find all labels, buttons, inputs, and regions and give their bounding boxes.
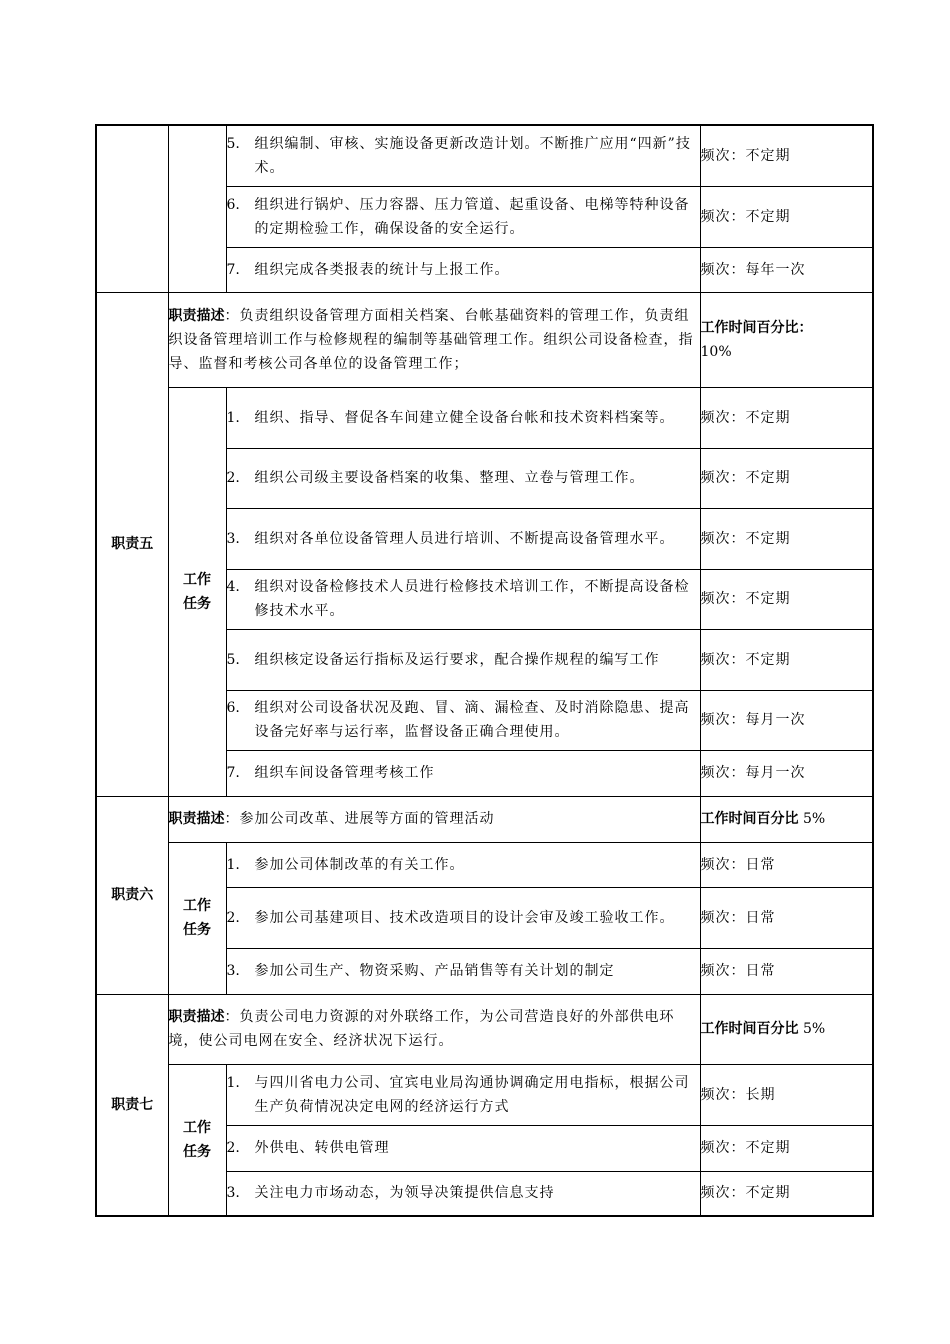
frequency-text: 频次：日常 (700, 856, 776, 873)
frequency-cell (700, 387, 873, 448)
percentage-value: 10% (700, 343, 732, 360)
description-label: 职责描述 (168, 307, 225, 324)
task-number: 1. (226, 856, 240, 873)
task-cell (226, 629, 700, 690)
description-text: ：负责公司电力资源的对外联络工作，为公司营造良好的外部供电环境，使公司电网在安全、经济状况下运行。 (168, 1009, 675, 1049)
frequency-text: 频次：不定期 (700, 147, 791, 164)
table-row (96, 1064, 873, 1125)
frequency-text: 频次：不定期 (700, 409, 791, 426)
duty-title: 职责五 (96, 292, 168, 796)
task-text: 组织公司级主要设备档案的收集、整理、立卷与管理工作。 (254, 470, 645, 486)
task-number: 1. (226, 409, 240, 426)
work-tasks-label (168, 387, 226, 796)
task-text: 组织对公司设备状况及跑、冒、滴、漏检查、及时消除隐患、提高设备完好率与运行率，监督设备正确合理使用。 (254, 700, 690, 740)
task-cell (226, 1064, 700, 1125)
frequency-text: 频次：长期 (700, 1086, 776, 1103)
job-duties-table (95, 124, 874, 1217)
time-percentage (700, 796, 873, 842)
task-number: 6. (226, 196, 240, 213)
description-label: 职责描述 (168, 811, 225, 827)
frequency-cell (700, 690, 873, 750)
task-cell (226, 186, 700, 247)
task-number: 5. (226, 651, 240, 668)
duty-description (168, 292, 700, 387)
task-cell (226, 1171, 700, 1216)
task-number: 4. (226, 579, 240, 595)
task-text: 组织、指导、督促各车间建立健全设备台帐和技术资料档案等。 (254, 409, 675, 426)
percentage-label: 工作时间百分比 (700, 319, 799, 336)
task-number: 2. (226, 1140, 240, 1156)
task-number: 2. (226, 470, 240, 486)
task-text: 组织对设备检修技术人员进行检修技术培训工作，不断提高设备检修技术水平。 (254, 579, 690, 619)
frequency-cell (700, 1064, 873, 1125)
work-tasks-text: 工作任务 (183, 571, 211, 612)
duty-title: 职责六 (96, 796, 168, 994)
task-cell (226, 569, 700, 629)
frequency-text: 频次：不定期 (700, 1140, 791, 1156)
frequency-text: 频次：每年一次 (700, 261, 806, 278)
task-cell (226, 750, 700, 796)
task-number: 6. (226, 700, 240, 716)
task-number: 3. (226, 963, 240, 979)
task-cell (226, 842, 700, 887)
frequency-cell (700, 247, 873, 292)
task-text: 与四川省电力公司、宜宾电业局沟通协调确定用电指标，根据公司生产负荷情况决定电网的经济运行方式 (254, 1074, 690, 1115)
description-label: 职责描述 (168, 1009, 225, 1025)
frequency-cell (700, 1171, 873, 1216)
frequency-text: 频次：不定期 (700, 651, 791, 668)
percentage-value: 5% (798, 811, 826, 827)
task-text: 组织对各单位设备管理人员进行培训、不断提高设备管理水平。 (254, 530, 675, 547)
frequency-cell (700, 508, 873, 569)
table-row (96, 292, 873, 387)
time-percentage (700, 292, 873, 387)
table-row (96, 387, 873, 448)
frequency-cell (700, 948, 873, 994)
frequency-cell (700, 750, 873, 796)
frequency-text: 频次：日常 (700, 963, 776, 979)
frequency-text: 频次：不定期 (700, 530, 791, 547)
task-number: 3. (226, 530, 240, 547)
percentage-label: 工作时间百分比 (700, 811, 799, 827)
task-text: 组织核定设备运行指标及运行要求，配合操作规程的编写工作 (254, 651, 660, 668)
frequency-cell (700, 1125, 873, 1171)
work-tasks-text: 工作任务 (183, 1119, 211, 1160)
frequency-text: 频次：不定期 (700, 208, 791, 225)
sub-cell-empty (168, 125, 226, 292)
description-text: ：参加公司改革、进展等方面的管理活动 (224, 811, 495, 827)
duty-description (168, 796, 700, 842)
frequency-cell (700, 186, 873, 247)
task-text: 关注电力市场动态，为领导决策提供信息支持 (254, 1185, 555, 1202)
table-row (96, 125, 873, 186)
work-tasks-text: 工作任务 (183, 898, 211, 938)
task-text: 组织完成各类报表的统计与上报工作。 (254, 261, 510, 278)
task-cell (226, 887, 700, 948)
frequency-cell (700, 569, 873, 629)
task-cell (226, 125, 700, 186)
frequency-text: 频次：不定期 (700, 591, 791, 607)
task-cell (226, 247, 700, 292)
work-tasks-label (168, 1064, 226, 1216)
task-text: 组织编制、审核、实施设备更新改造计划。不断推广应用“四新”技术。 (254, 135, 691, 176)
task-number: 1. (226, 1074, 240, 1091)
percentage-label: 工作时间百分比 (700, 1021, 799, 1037)
task-cell (226, 387, 700, 448)
description-text: ：负责组织设备管理方面相关档案、台帐基础资料的管理工作，负责组织设备管理培训工作与检修规程的编制等基础管理工作。组织公司设备检查，指导、监督和考核公司各单位的设备管理工作； (168, 307, 694, 372)
time-percentage (700, 994, 873, 1064)
table-row (96, 796, 873, 842)
task-text: 外供电、转供电管理 (254, 1140, 390, 1156)
percentage-colon: ： (798, 319, 813, 336)
table-row (96, 994, 873, 1064)
frequency-cell (700, 448, 873, 508)
frequency-cell (700, 887, 873, 948)
frequency-cell (700, 125, 873, 186)
task-cell (226, 690, 700, 750)
frequency-text: 频次：每月一次 (700, 765, 806, 781)
task-text: 组织进行锅炉、压力容器、压力管道、起重设备、电梯等特种设备的定期检验工作，确保设备的安全运行。 (254, 196, 690, 237)
task-text: 组织车间设备管理考核工作 (254, 765, 435, 781)
frequency-text: 频次：每月一次 (700, 712, 806, 728)
table-row (96, 842, 873, 887)
task-cell (226, 448, 700, 508)
task-number: 3. (226, 1185, 240, 1202)
task-number: 2. (226, 909, 240, 926)
work-tasks-label (168, 842, 226, 994)
duty-description (168, 994, 700, 1064)
duty-title: 职责七 (96, 994, 168, 1216)
percentage-value: 5% (798, 1021, 826, 1037)
task-number: 7. (226, 765, 240, 781)
frequency-cell (700, 842, 873, 887)
frequency-text: 频次：不定期 (700, 1185, 791, 1202)
frequency-text: 频次：日常 (700, 909, 776, 926)
task-text: 参加公司体制改革的有关工作。 (254, 856, 465, 873)
frequency-text: 频次：不定期 (700, 470, 791, 486)
task-text: 参加公司生产、物资采购、产品销售等有关计划的制定 (254, 963, 615, 979)
task-cell (226, 508, 700, 569)
task-number: 5. (226, 135, 240, 152)
task-number: 7. (226, 261, 240, 278)
task-cell (226, 1125, 700, 1171)
frequency-cell (700, 629, 873, 690)
duty-cell-empty (96, 125, 168, 292)
task-cell (226, 948, 700, 994)
task-text: 参加公司基建项目、技术改造项目的设计会审及竣工验收工作。 (254, 909, 675, 926)
